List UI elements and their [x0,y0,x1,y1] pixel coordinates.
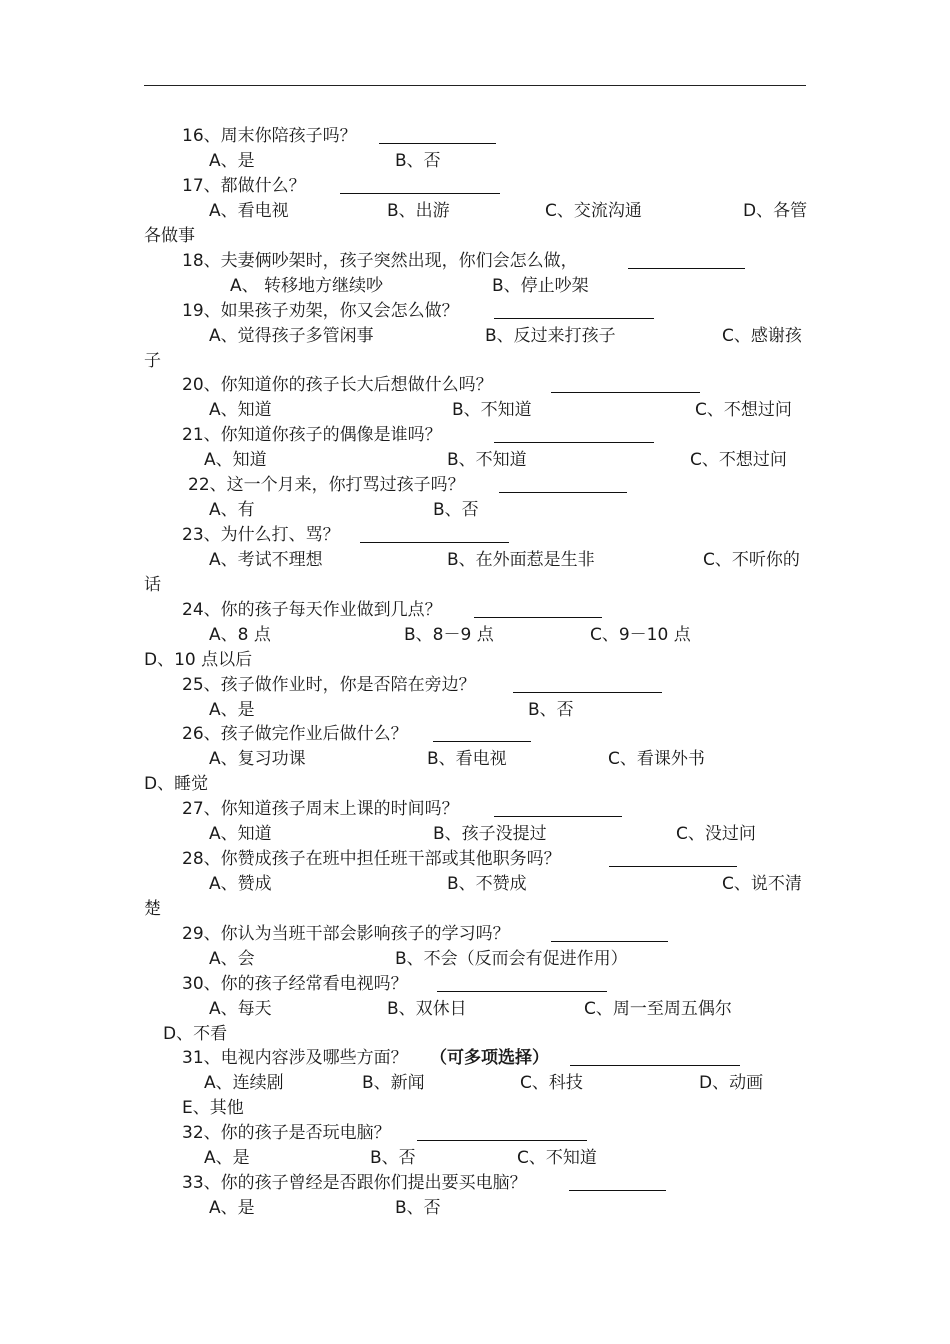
question-24-title: 24、你的孩子每天作业做到几点？ [182,600,442,620]
option-26-a[interactable]: A、复习功课 [209,749,306,769]
option-24-c[interactable]: C、9－10 点 [590,625,691,645]
question-18-title: 18、夫妻俩吵架时，孩子突然出现，你们会怎么做， [182,251,578,271]
answer-blank-31[interactable] [570,1065,740,1066]
option-25-a[interactable]: A、是 [209,700,255,720]
option-20-a[interactable]: A、知道 [209,400,272,420]
answer-blank-20[interactable] [551,392,700,393]
question-29-title: 29、你认为当班干部会影响孩子的学习吗？ [182,924,510,944]
question-23-title: 23、为什么打、骂？ [182,525,340,545]
question-26-title: 26、孩子做完作业后做什么？ [182,724,408,744]
option-28-c-continued: 楚 [144,899,161,919]
option-27-a[interactable]: A、知道 [209,824,272,844]
answer-blank-16[interactable] [379,143,496,144]
header-rule [144,85,806,86]
option-30-c[interactable]: C、周一至周五偶尔 [584,999,732,1019]
option-22-a[interactable]: A、有 [209,500,255,520]
option-18-a[interactable]: A、 转移地方继续吵 [230,276,384,296]
answer-blank-18[interactable] [628,268,745,269]
option-19-b[interactable]: B、反过来打孩子 [485,326,616,346]
option-31-b[interactable]: B、新闻 [362,1073,425,1093]
option-31-e[interactable]: E、其他 [182,1098,244,1118]
answer-blank-32[interactable] [417,1140,587,1141]
question-28-title: 28、你赞成孩子在班中担任班干部或其他职务吗？ [182,849,561,869]
option-30-b[interactable]: B、双休日 [387,999,467,1019]
answer-blank-29[interactable] [551,941,668,942]
option-24-a[interactable]: A、8 点 [209,625,271,645]
answer-blank-17[interactable] [340,193,500,194]
answer-blank-26[interactable] [433,741,531,742]
answer-blank-28[interactable] [609,866,737,867]
option-28-a[interactable]: A、赞成 [209,874,272,894]
option-19-c-continued: 子 [144,351,161,371]
option-27-b[interactable]: B、孩子没提过 [433,824,547,844]
option-22-b[interactable]: B、否 [433,500,479,520]
option-25-b[interactable]: B、否 [528,700,574,720]
option-33-a[interactable]: A、是 [209,1198,255,1218]
question-31-title: 31、电视内容涉及哪些方面？ [182,1048,408,1068]
question-20-title: 20、你知道你的孩子长大后想做什么吗？ [182,375,493,395]
question-16-title: 16、周末你陪孩子吗？ [182,126,357,146]
option-30-a[interactable]: A、每天 [209,999,272,1019]
answer-blank-19[interactable] [494,318,654,319]
question-27-title: 27、你知道孩子周末上课的时间吗？ [182,799,459,819]
option-29-b[interactable]: B、不会（反而会有促进作用） [395,949,628,969]
answer-blank-24[interactable] [474,617,602,618]
answer-blank-23[interactable] [360,542,509,543]
option-23-a[interactable]: A、考试不理想 [209,550,323,570]
option-23-c[interactable]: C、不听你的 [703,550,800,570]
option-27-c[interactable]: C、没过问 [676,824,756,844]
answer-blank-33[interactable] [569,1190,666,1191]
option-32-a[interactable]: A、是 [204,1148,250,1168]
option-21-a[interactable]: A、知道 [204,450,267,470]
option-28-b[interactable]: B、不赞成 [447,874,527,894]
answer-blank-22[interactable] [499,492,627,493]
option-31-a[interactable]: A、连续剧 [204,1073,284,1093]
option-20-b[interactable]: B、不知道 [452,400,532,420]
answer-blank-21[interactable] [494,442,654,443]
option-19-c[interactable]: C、感谢孩 [722,326,802,346]
option-32-b[interactable]: B、否 [370,1148,416,1168]
option-17-b[interactable]: B、出游 [387,201,450,221]
option-21-c[interactable]: C、不想过问 [690,450,787,470]
answer-blank-30[interactable] [437,991,607,992]
option-23-c-continued: 话 [144,575,161,595]
option-30-d[interactable]: D、不看 [163,1024,228,1044]
question-25-title: 25、孩子做作业时，你是否陪在旁边？ [182,675,476,695]
option-17-a[interactable]: A、看电视 [209,201,289,221]
option-21-b[interactable]: B、不知道 [447,450,527,470]
option-17-d[interactable]: D、各管 [743,201,808,221]
option-18-b[interactable]: B、停止吵架 [492,276,589,296]
question-17-title: 17、都做什么？ [182,176,306,196]
option-17-c[interactable]: C、交流沟通 [545,201,642,221]
option-33-b[interactable]: B、否 [395,1198,441,1218]
option-32-c[interactable]: C、不知道 [517,1148,597,1168]
option-24-b[interactable]: B、8－9 点 [404,625,494,645]
option-26-d[interactable]: D、睡觉 [144,774,209,794]
question-32-title: 32、你的孩子是否玩电脑？ [182,1123,391,1143]
question-31-note: （可多项选择） [430,1048,549,1068]
answer-blank-27[interactable] [494,816,622,817]
option-31-c[interactable]: C、科技 [520,1073,583,1093]
option-20-c[interactable]: C、不想过问 [695,400,792,420]
question-33-title: 33、你的孩子曾经是否跟你们提出要买电脑？ [182,1173,527,1193]
question-21-title: 21、你知道你孩子的偶像是谁吗？ [182,425,442,445]
option-24-d[interactable]: D、10 点以后 [144,650,253,670]
option-23-b[interactable]: B、在外面惹是生非 [447,550,595,570]
option-16-b[interactable]: B、否 [395,151,441,171]
option-19-a[interactable]: A、觉得孩子多管闲事 [209,326,374,346]
option-28-c[interactable]: C、说不清 [722,874,802,894]
question-30-title: 30、你的孩子经常看电视吗？ [182,974,408,994]
option-17-d-continued: 各做事 [144,226,195,246]
option-26-c[interactable]: C、看课外书 [608,749,705,769]
option-26-b[interactable]: B、看电视 [427,749,507,769]
answer-blank-25[interactable] [513,692,662,693]
option-29-a[interactable]: A、会 [209,949,255,969]
question-19-title: 19、如果孩子劝架，你又会怎么做？ [182,301,459,321]
question-22-title: 22、这一个月来，你打骂过孩子吗？ [188,475,465,495]
option-16-a[interactable]: A、是 [209,151,255,171]
option-31-d[interactable]: D、动画 [699,1073,764,1093]
